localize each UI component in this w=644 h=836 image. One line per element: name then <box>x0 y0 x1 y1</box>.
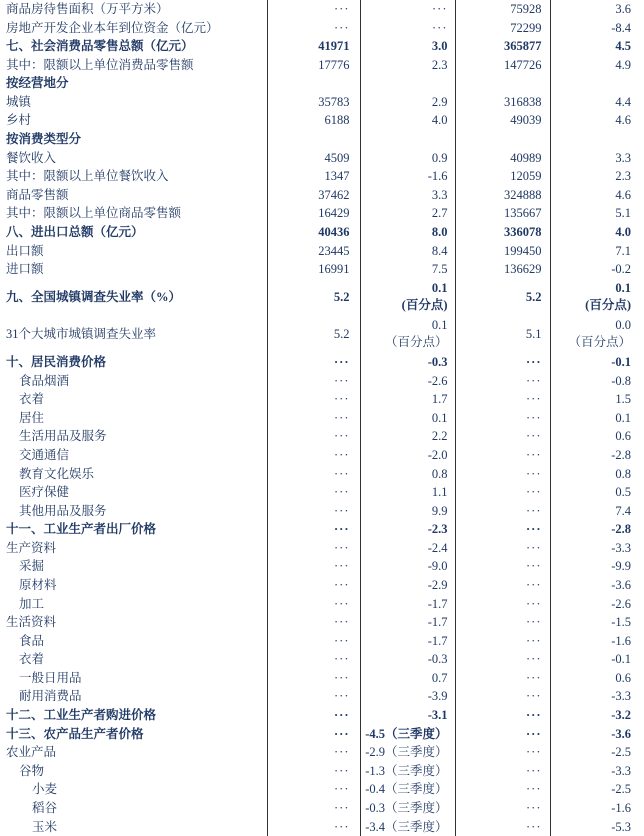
value-cell-c1: 6188 <box>267 111 360 130</box>
row-label: 居住 <box>19 410 45 425</box>
table-row <box>0 74 644 93</box>
value-cell-c3: ··· <box>455 706 550 725</box>
table-row <box>0 595 644 614</box>
value-main: 0.0 <box>615 318 631 333</box>
value-cell-c3: ··· <box>455 595 550 614</box>
row-label: 农业产品 <box>6 745 57 760</box>
value-cell-c2: 2.2 <box>360 427 455 446</box>
value-cell-c4: -0.8 <box>550 372 644 391</box>
row-label: 一般日用品 <box>19 670 82 685</box>
value-cell-c2: 0.9 <box>360 149 455 168</box>
table-row <box>0 316 644 353</box>
value-cell-c4: -3.3 <box>550 762 644 781</box>
row-label: 十一、工业生产者出厂价格 <box>6 522 157 537</box>
value-cell-c3: ··· <box>455 557 550 576</box>
value-cell-c4: 0.6 <box>550 427 644 446</box>
table-row <box>0 799 644 818</box>
value-cell-c4: 0.1 <box>550 409 644 428</box>
value-cell-c2 <box>360 316 455 353</box>
row-label: 出口额 <box>6 243 44 258</box>
value-cell-c3: ··· <box>455 409 550 428</box>
value-main: 0.1 <box>615 281 631 296</box>
value-cell-c2 <box>360 279 455 316</box>
value-cell-c4: -2.8 <box>550 520 644 539</box>
value-cell-c4: 4.5 <box>550 37 644 56</box>
value-cell-c1: ··· <box>267 595 360 614</box>
value-unit-note: (百分点) <box>585 298 631 313</box>
table-row <box>0 93 644 112</box>
value-cell-c3: ··· <box>455 743 550 762</box>
row-label: 生活用品及服务 <box>19 429 107 444</box>
value-cell-c1: ··· <box>267 706 360 725</box>
value-cell-c1: ··· <box>267 780 360 799</box>
value-cell-c3: ··· <box>455 520 550 539</box>
table-row <box>0 483 644 502</box>
value-main: 0.1 <box>431 281 448 296</box>
value-cell-c2: 3.3 <box>360 186 455 205</box>
value-cell-c2: 2.7 <box>360 204 455 223</box>
row-label: 小麦 <box>32 782 58 797</box>
value-cell-c1: 17776 <box>267 56 360 75</box>
row-label: 餐饮收入 <box>6 150 57 165</box>
value-cell-c2: -1.3（三季度） <box>360 762 455 781</box>
value-cell-c1: ··· <box>267 19 360 38</box>
table-row <box>0 446 644 465</box>
value-cell-c3: ··· <box>455 483 550 502</box>
value-cell-c3: 72299 <box>455 19 550 38</box>
table-row <box>0 725 644 744</box>
value-cell-c1: ··· <box>267 390 360 409</box>
row-label: 食品烟酒 <box>19 373 70 388</box>
value-cell-c1: ··· <box>267 0 360 19</box>
value-cell-c1: 1347 <box>267 167 360 186</box>
value-cell-c3: 324888 <box>455 186 550 205</box>
value-cell-c2: 0.7 <box>360 669 455 688</box>
value-cell-c3: ··· <box>455 613 550 632</box>
value-cell-c4: -3.3 <box>550 539 644 558</box>
value-cell-c4: -1.5 <box>550 613 644 632</box>
row-label: 医疗保健 <box>19 485 70 500</box>
row-label: 十三、农产品生产者价格 <box>6 726 144 741</box>
value-cell-c1: 37462 <box>267 186 360 205</box>
value-cell-c2: -1.7 <box>360 632 455 651</box>
row-label: 其他用品及服务 <box>19 503 107 518</box>
row-label: 衣着 <box>19 392 45 407</box>
table-row <box>0 0 644 19</box>
value-cell-c2: 9.9 <box>360 502 455 521</box>
value-cell-c4: -8.4 <box>550 19 644 38</box>
row-label: 城镇 <box>6 94 32 109</box>
value-cell-c4: 4.6 <box>550 111 644 130</box>
value-cell-c4: 4.9 <box>550 56 644 75</box>
table-row <box>0 706 644 725</box>
value-cell-c3: 5.2 <box>455 279 550 316</box>
row-label: 七、社会消费品零售总额（亿元） <box>6 39 194 54</box>
row-label: 按经营地分 <box>6 76 69 91</box>
value-cell-c1: ··· <box>267 427 360 446</box>
value-cell-c3: 316838 <box>455 93 550 112</box>
value-cell-c4: 3.3 <box>550 149 644 168</box>
value-cell-c2: -4.5（三季度） <box>360 725 455 744</box>
row-label: 交通通信 <box>19 447 70 462</box>
value-cell-c2: -1.7 <box>360 595 455 614</box>
value-cell-c1: ··· <box>267 669 360 688</box>
row-label: 31个大城市城镇调查失业率 <box>6 327 157 342</box>
value-cell-c3: 365877 <box>455 37 550 56</box>
value-cell-c3: 135667 <box>455 204 550 223</box>
value-cell-c2: -0.3 <box>360 353 455 372</box>
table-row <box>0 130 644 149</box>
value-cell-c2: -2.6 <box>360 372 455 391</box>
row-label: 采掘 <box>19 559 45 574</box>
value-cell-c2: 2.9 <box>360 93 455 112</box>
value-cell-c1: ··· <box>267 818 360 836</box>
row-label: 谷物 <box>19 763 45 778</box>
row-label: 十二、工业生产者购进价格 <box>6 708 157 723</box>
value-cell-c4: -2.5 <box>550 743 644 762</box>
value-cell-c4: -1.6 <box>550 632 644 651</box>
table-row <box>0 242 644 261</box>
table-row <box>0 557 644 576</box>
value-cell-c4: 0.8 <box>550 465 644 484</box>
value-cell-c3: ··· <box>455 427 550 446</box>
row-label: 食品 <box>19 633 45 648</box>
value-cell-c2: -3.1 <box>360 706 455 725</box>
table-row <box>0 167 644 186</box>
value-cell-c2: -3.4（三季度） <box>360 818 455 836</box>
value-cell-c4: -2.5 <box>550 780 644 799</box>
value-unit-note: （百分点） <box>384 335 448 350</box>
value-cell-c3: 12059 <box>455 167 550 186</box>
value-cell-c1: 16429 <box>267 204 360 223</box>
value-cell-c1: 5.2 <box>267 279 360 316</box>
row-label: 耐用消费品 <box>19 689 82 704</box>
value-cell-c3: ··· <box>455 650 550 669</box>
value-cell-c2: -2.0 <box>360 446 455 465</box>
value-cell-c4: -3.6 <box>550 725 644 744</box>
table-row <box>0 204 644 223</box>
value-cell-c2: 1.1 <box>360 483 455 502</box>
table-row <box>0 780 644 799</box>
value-cell-c3: 40989 <box>455 149 550 168</box>
value-cell-c3: ··· <box>455 465 550 484</box>
table-row <box>0 353 644 372</box>
row-label: 商品房待售面积（万平方米） <box>6 2 169 16</box>
table-row <box>0 650 644 669</box>
value-cell-c4: 3.6 <box>550 0 644 19</box>
table-row <box>0 279 644 316</box>
value-cell-c4: -0.1 <box>550 650 644 669</box>
value-cell-c4: -3.2 <box>550 706 644 725</box>
value-cell-c3: 49039 <box>455 111 550 130</box>
value-cell-c4: 7.4 <box>550 502 644 521</box>
row-label: 其中：限额以上单位商品零售额 <box>6 206 182 221</box>
table-row <box>0 818 644 836</box>
value-cell-c4: -3.6 <box>550 576 644 595</box>
value-cell-c3: ··· <box>455 669 550 688</box>
row-label: 生产资料 <box>6 540 57 555</box>
value-cell-c2: -1.6 <box>360 167 455 186</box>
value-cell-c4: 7.1 <box>550 242 644 261</box>
row-label: 衣着 <box>19 652 45 667</box>
value-cell-c3: ··· <box>455 632 550 651</box>
value-cell-c3: ··· <box>455 372 550 391</box>
value-cell-c3 <box>455 130 550 149</box>
value-cell-c3: 199450 <box>455 242 550 261</box>
value-cell-c1: ··· <box>267 613 360 632</box>
value-cell-c3: ··· <box>455 780 550 799</box>
value-cell-c3: ··· <box>455 390 550 409</box>
value-cell-c1: ··· <box>267 743 360 762</box>
table-row <box>0 669 644 688</box>
row-label: 乡村 <box>6 113 32 128</box>
value-cell-c3: ··· <box>455 502 550 521</box>
value-cell-c1: ··· <box>267 576 360 595</box>
value-cell-c3: ··· <box>455 762 550 781</box>
value-cell-c4: -3.3 <box>550 687 644 706</box>
value-cell-c4: 5.1 <box>550 204 644 223</box>
value-cell-c1: 41971 <box>267 37 360 56</box>
value-unit-note: (百分点) <box>401 298 448 313</box>
row-label: 教育文化娱乐 <box>19 466 95 481</box>
value-cell-c1 <box>267 130 360 149</box>
value-cell-c1: 23445 <box>267 242 360 261</box>
value-cell-c2: -2.3 <box>360 520 455 539</box>
value-cell-c1: ··· <box>267 409 360 428</box>
value-cell-c1: ··· <box>267 520 360 539</box>
table-row <box>0 520 644 539</box>
value-cell-c2: -0.3（三季度） <box>360 799 455 818</box>
table-row <box>0 613 644 632</box>
value-cell-c3: 336078 <box>455 223 550 242</box>
table-row <box>0 743 644 762</box>
row-label: 原材料 <box>19 577 57 592</box>
value-cell-c3: 5.1 <box>455 316 550 353</box>
value-cell-c1: ··· <box>267 372 360 391</box>
table-row <box>0 56 644 75</box>
value-cell-c1: ··· <box>267 762 360 781</box>
value-cell-c1: ··· <box>267 483 360 502</box>
value-cell-c4: -0.1 <box>550 353 644 372</box>
value-cell-c4: -2.8 <box>550 446 644 465</box>
value-cell-c4 <box>550 130 644 149</box>
row-label: 其中：限额以上单位餐饮收入 <box>6 169 169 184</box>
value-cell-c2: -2.4 <box>360 539 455 558</box>
value-cell-c4: -0.2 <box>550 260 644 279</box>
value-cell-c2: 1.7 <box>360 390 455 409</box>
value-cell-c1: ··· <box>267 539 360 558</box>
table-row <box>0 186 644 205</box>
value-cell-c1: ··· <box>267 725 360 744</box>
value-cell-c1: 4509 <box>267 149 360 168</box>
value-cell-c3: 147726 <box>455 56 550 75</box>
value-cell-c4: -1.6 <box>550 799 644 818</box>
table-row <box>0 260 644 279</box>
value-cell-c2: -0.3 <box>360 650 455 669</box>
value-cell-c4: -9.9 <box>550 557 644 576</box>
row-label: 进口额 <box>6 262 44 277</box>
row-label: 玉米 <box>32 819 58 834</box>
value-cell-c4: 4.6 <box>550 186 644 205</box>
value-cell-c2: -9.0 <box>360 557 455 576</box>
table-row <box>0 149 644 168</box>
row-label: 九、全国城镇调查失业率（%） <box>6 289 182 304</box>
value-cell-c2: 4.0 <box>360 111 455 130</box>
table-row <box>0 37 644 56</box>
value-cell-c2: -0.4（三季度） <box>360 780 455 799</box>
value-cell-c3: ··· <box>455 539 550 558</box>
value-cell-c3: 75928 <box>455 0 550 19</box>
table-row <box>0 687 644 706</box>
value-cell-c4: 4.4 <box>550 93 644 112</box>
value-cell-c3: ··· <box>455 446 550 465</box>
value-cell-c4: 2.3 <box>550 167 644 186</box>
value-cell-c2: -2.9 <box>360 576 455 595</box>
value-cell-c2: 7.5 <box>360 260 455 279</box>
value-cell-c1: ··· <box>267 353 360 372</box>
value-cell-c2: 2.3 <box>360 56 455 75</box>
value-cell-c2: 0.8 <box>360 465 455 484</box>
row-label: 八、进出口总额（亿元） <box>6 224 144 239</box>
row-label: 生活资料 <box>6 615 57 630</box>
value-cell-c3: ··· <box>455 353 550 372</box>
value-cell-c2 <box>360 130 455 149</box>
value-cell-c2: ··· <box>360 0 455 19</box>
value-cell-c1: 40436 <box>267 223 360 242</box>
table-row <box>0 409 644 428</box>
table-row <box>0 762 644 781</box>
table-row <box>0 372 644 391</box>
value-cell-c3: ··· <box>455 725 550 744</box>
value-cell-c1: ··· <box>267 446 360 465</box>
value-cell-c1 <box>267 74 360 93</box>
row-label: 房地产开发企业本年到位资金（亿元） <box>6 20 219 35</box>
value-cell-c2: -3.9 <box>360 687 455 706</box>
row-label: 按消费类型分 <box>6 132 82 147</box>
value-cell-c1: ··· <box>267 502 360 521</box>
table-row <box>0 465 644 484</box>
value-cell-c4: 0.6 <box>550 669 644 688</box>
value-unit-note: （百分点） <box>568 335 631 350</box>
table-row <box>0 427 644 446</box>
table-row <box>0 502 644 521</box>
value-cell-c2: ··· <box>360 19 455 38</box>
value-cell-c4: 1.5 <box>550 390 644 409</box>
value-cell-c1: ··· <box>267 650 360 669</box>
value-cell-c1: 35783 <box>267 93 360 112</box>
value-cell-c4 <box>550 74 644 93</box>
value-cell-c2: 3.0 <box>360 37 455 56</box>
value-cell-c1: ··· <box>267 632 360 651</box>
value-cell-c3: ··· <box>455 576 550 595</box>
table-row <box>0 632 644 651</box>
value-cell-c3: 136629 <box>455 260 550 279</box>
value-cell-c3: ··· <box>455 687 550 706</box>
table-row <box>0 111 644 130</box>
value-cell-c1: ··· <box>267 465 360 484</box>
table-row <box>0 19 644 38</box>
row-label: 加工 <box>19 596 45 611</box>
table-row <box>0 576 644 595</box>
value-cell-c1: 16991 <box>267 260 360 279</box>
table-row <box>0 223 644 242</box>
table-row <box>0 539 644 558</box>
value-cell-c1: ··· <box>267 799 360 818</box>
value-cell-c1: ··· <box>267 557 360 576</box>
row-label: 十、居民消费价格 <box>6 355 107 370</box>
value-cell-c4: 0.5 <box>550 483 644 502</box>
value-cell-c4: -5.3 <box>550 818 644 836</box>
row-label: 其中：限额以上单位消费品零售额 <box>6 57 194 72</box>
value-cell-c2: 0.1 <box>360 409 455 428</box>
value-cell-c2: 8.4 <box>360 242 455 261</box>
value-main: 0.1 <box>431 318 448 333</box>
value-cell-c3: ··· <box>455 818 550 836</box>
table-row <box>0 390 644 409</box>
value-cell-c2: -2.9（三季度） <box>360 743 455 762</box>
value-cell-c4 <box>550 316 644 353</box>
value-cell-c2: 8.0 <box>360 223 455 242</box>
value-cell-c4 <box>550 279 644 316</box>
row-label: 商品零售额 <box>6 187 69 202</box>
value-cell-c3: ··· <box>455 799 550 818</box>
value-cell-c1: ··· <box>267 687 360 706</box>
value-cell-c4: 4.0 <box>550 223 644 242</box>
row-label: 稻谷 <box>32 800 58 815</box>
value-cell-c3 <box>455 74 550 93</box>
value-cell-c1: 5.2 <box>267 316 360 353</box>
value-cell-c2 <box>360 74 455 93</box>
value-cell-c2: -1.7 <box>360 613 455 632</box>
value-cell-c4: -2.6 <box>550 595 644 614</box>
